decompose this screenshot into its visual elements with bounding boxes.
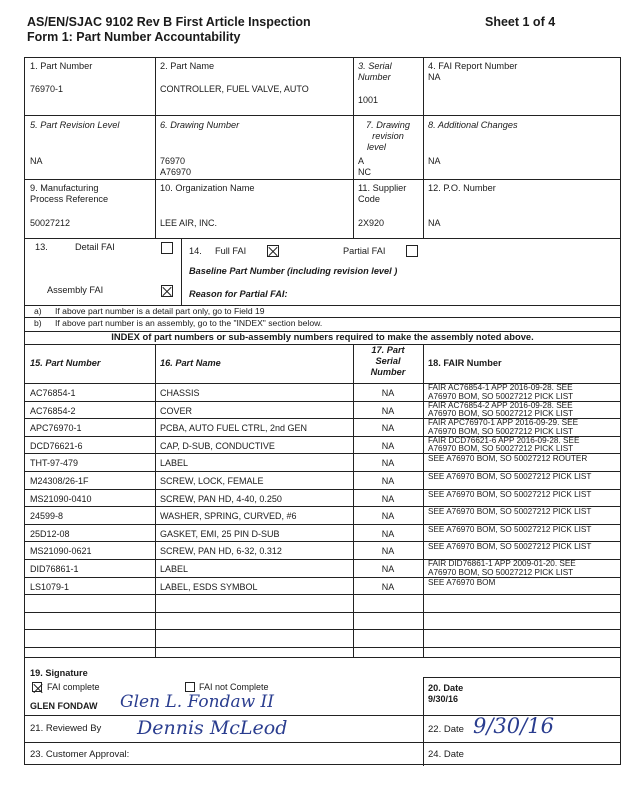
fai-complete-label: FAI complete [47,682,100,692]
supplier-code-label: 11. Supplier [358,183,407,193]
index-fair-number: SEE A76970 BOM [428,577,496,587]
form-title: AS/EN/SJAC 9102 Rev B First Article Inspection [27,15,311,29]
col-serial-number-2: Serial [375,356,401,366]
drawing-revision-value-2: NC [358,167,371,177]
index-part-name: SCREW, LOCK, FEMALE [160,476,264,486]
part-revision-value: NA [30,156,43,166]
detail-fai-checkbox[interactable] [161,242,173,254]
mfg-process-label: 9. Manufacturing [30,183,99,193]
drawing-number-label: 6. Drawing Number [160,120,240,130]
organization-name-value: LEE AIR, INC. [160,218,218,228]
serial-number-value: 1001 [358,95,379,105]
field-13-label: 13. [35,242,48,252]
index-serial-number: NA [381,423,395,434]
partial-fai-reason-label: Reason for Partial FAI: [189,289,288,299]
field-14-label: 14. [189,246,202,256]
drawing-number-value: 76970 [160,156,186,166]
full-fai-label: Full FAI [215,246,247,256]
row-divider [25,577,620,578]
fai-form [24,57,621,765]
index-part-number: DID76861-1 [30,564,79,574]
signer-signature: Glen L. Fondaw II [120,692,274,712]
date-24-label: 24. Date [428,749,464,760]
index-serial-number: NA [381,388,395,398]
drawing-number-value-2: A76970 [160,167,192,177]
mfg-process-value: 50027212 [30,218,71,228]
index-serial-number: NA [381,405,395,416]
note-b-text: If above part number is an assembly, go to the "INDEX" section below. [55,318,323,328]
index-serial-number: NA [381,564,395,574]
index-part-name: SCREW, PAN HD, 4-40, 0.250 [160,493,282,504]
fai-report-number-label: 4. FAI Report Number [428,61,518,71]
fai-report-number-value: NA [428,72,441,82]
supplier-code-value: 2X920 [358,218,385,228]
col-serial-number-3: Number [370,367,406,377]
index-fair-number-line2: A76970 BOM, SO 50027212 PICK LIST [428,391,574,401]
index-fair-number: FAIR AC76854-1 APP 2016-09-28. SEE [428,383,573,392]
row-divider [25,594,620,595]
index-fair-number: FAIR DID76861-1 APP 2009-01-20. SEE [428,559,576,568]
index-part-name: LABEL [160,458,189,469]
sheet-number: Sheet 1 of 4 [485,15,556,29]
index-part-name: CHASSIS [160,388,200,398]
full-fai-checkbox[interactable] [267,245,279,257]
index-serial-number: NA [381,476,395,486]
index-part-name: WASHER, SPRING, CURVED, #6 [160,511,297,522]
index-part-number: DCD76621-6 [30,440,83,451]
index-serial-number: NA [381,528,395,539]
detail-fai-label: Detail FAI [75,242,115,252]
part-name-value: CONTROLLER, FUEL VALVE, AUTO [160,84,309,94]
index-fair-number-line2: A76970 BOM, SO 50027212 PICK LIST [428,409,574,419]
note-b-letter: b) [34,318,42,328]
index-fair-number: SEE A76970 BOM, SO 50027212 PICK LIST [428,542,592,552]
partial-fai-label: Partial FAI [343,246,386,256]
note-a-text: If above part number is a detail part only, go to Field 19 [55,306,265,316]
note-a-letter: a) [34,306,42,316]
part-name-label: 2. Part Name [160,61,215,71]
partial-fai-checkbox[interactable] [406,245,418,257]
additional-changes-value: NA [428,156,441,166]
index-fair-number: FAIR DCD76621-6 APP 2016-09-28. SEE [428,435,580,445]
index-part-name: LABEL, ESDS SYMBOL [160,581,258,592]
index-fair-number: SEE A76970 BOM, SO 50027212 PICK LIST [428,524,592,534]
date-20-label: 20. Date [428,683,464,693]
drawing-revision-value: A [358,156,365,166]
col-part-name: 16. Part Name [160,358,221,368]
customer-approval-label: 23. Customer Approval: [30,749,130,760]
index-part-number: AC76854-1 [30,388,76,398]
part-number-label: 1. Part Number [30,61,93,71]
index-part-number: LS1079-1 [30,581,70,592]
index-fair-number: FAIR APC76970-1 APP 2016-09-29. SEE [428,418,579,428]
fai-not-complete-label: FAI not Complete [199,682,269,692]
po-number-value: NA [428,218,441,228]
fai-complete-checkbox[interactable] [32,682,42,692]
additional-changes-label: 8. Additional Changes [428,120,518,130]
date-22-value: 9/30/16 [473,714,554,738]
index-fair-number: FAIR AC76854-2 APP 2016-09-28. SEE [428,400,573,410]
index-part-number: MS21090-0410 [30,493,92,504]
index-part-number: MS21090-0621 [30,546,92,557]
date-22-label: 22. Date [428,724,464,735]
row-divider [25,629,620,630]
assembly-fai-label: Assembly FAI [47,285,104,295]
col-serial-number: 17. Part [371,345,405,355]
form-subtitle: Form 1: Part Number Accountability [27,30,241,44]
index-serial-number: NA [381,440,395,451]
row-divider [25,647,620,648]
index-title: INDEX of part numbers or sub-assembly numbers required to make the assembly noted above. [111,331,534,342]
index-part-name: LABEL [160,564,189,574]
baseline-part-number-label: Baseline Part Number (including revision level ) [189,266,398,276]
reviewer-signature: Dennis McLeod [137,717,288,739]
index-serial-number: NA [381,581,395,592]
signature-label: 19. Signature [30,668,88,678]
signer-name: GLEN FONDAW [30,701,98,711]
supplier-code-label-2: Code [358,194,380,204]
part-number-value: 76970-1 [30,84,64,94]
index-part-name: GASKET, EMI, 25 PIN D-SUB [160,528,280,539]
index-part-number: THT-97-479 [30,458,79,469]
fai-not-complete-checkbox[interactable] [185,682,195,692]
index-part-number: 24599-8 [30,511,64,522]
index-serial-number: NA [381,458,395,469]
index-part-name: PCBA, AUTO FUEL CTRL, 2nd GEN [160,423,308,434]
index-part-number: M24308/26-1F [30,476,89,486]
reviewed-by-label: 21. Reviewed By [30,723,102,734]
assembly-fai-checkbox[interactable] [161,285,173,297]
index-fair-number-line2: A76970 BOM, SO 50027212 PICK LIST [428,567,574,577]
index-part-name: SCREW, PAN HD, 6-32, 0.312 [160,546,282,557]
index-fair-number-line2: A76970 BOM, SO 50027212 PICK LIST [428,426,574,436]
index-fair-number-line2: A76970 BOM, SO 50027212 PICK LIST [428,444,574,454]
row-divider [25,612,620,613]
drawing-revision-label-2: revision [372,131,404,141]
serial-number-label-2: Number [358,72,391,82]
index-fair-number: SEE A76970 BOM, SO 50027212 PICK LIST [428,472,592,481]
serial-number-label: 3. Serial [358,61,392,71]
index-serial-number: NA [381,493,395,504]
part-revision-label: 5. Part Revision Level [30,120,120,130]
date-20-value: 9/30/16 [428,694,459,704]
col-part-number: 15. Part Number [30,358,101,368]
index-serial-number: NA [381,511,395,522]
po-number-label: 12. P.O. Number [428,183,496,193]
index-part-number: 25D12-08 [30,528,70,539]
index-part-number: APC76970-1 [30,423,82,434]
drawing-revision-label-3: level [367,142,386,152]
index-part-name: CAP, D-SUB, CONDUCTIVE [160,440,275,451]
organization-name-label: 10. Organization Name [160,183,255,193]
drawing-revision-label: 7. Drawing [366,120,410,130]
index-fair-number: SEE A76970 BOM, SO 50027212 ROUTER [428,454,588,464]
index-part-name: COVER [160,405,193,416]
index-part-number: AC76854-2 [30,405,76,416]
index-fair-number: SEE A76970 BOM, SO 50027212 PICK LIST [428,489,592,499]
col-fair-number: 18. FAIR Number [428,358,502,368]
mfg-process-label-2: Process Reference [30,194,109,204]
index-serial-number: NA [381,546,395,557]
index-fair-number: SEE A76970 BOM, SO 50027212 PICK LIST [428,507,592,517]
